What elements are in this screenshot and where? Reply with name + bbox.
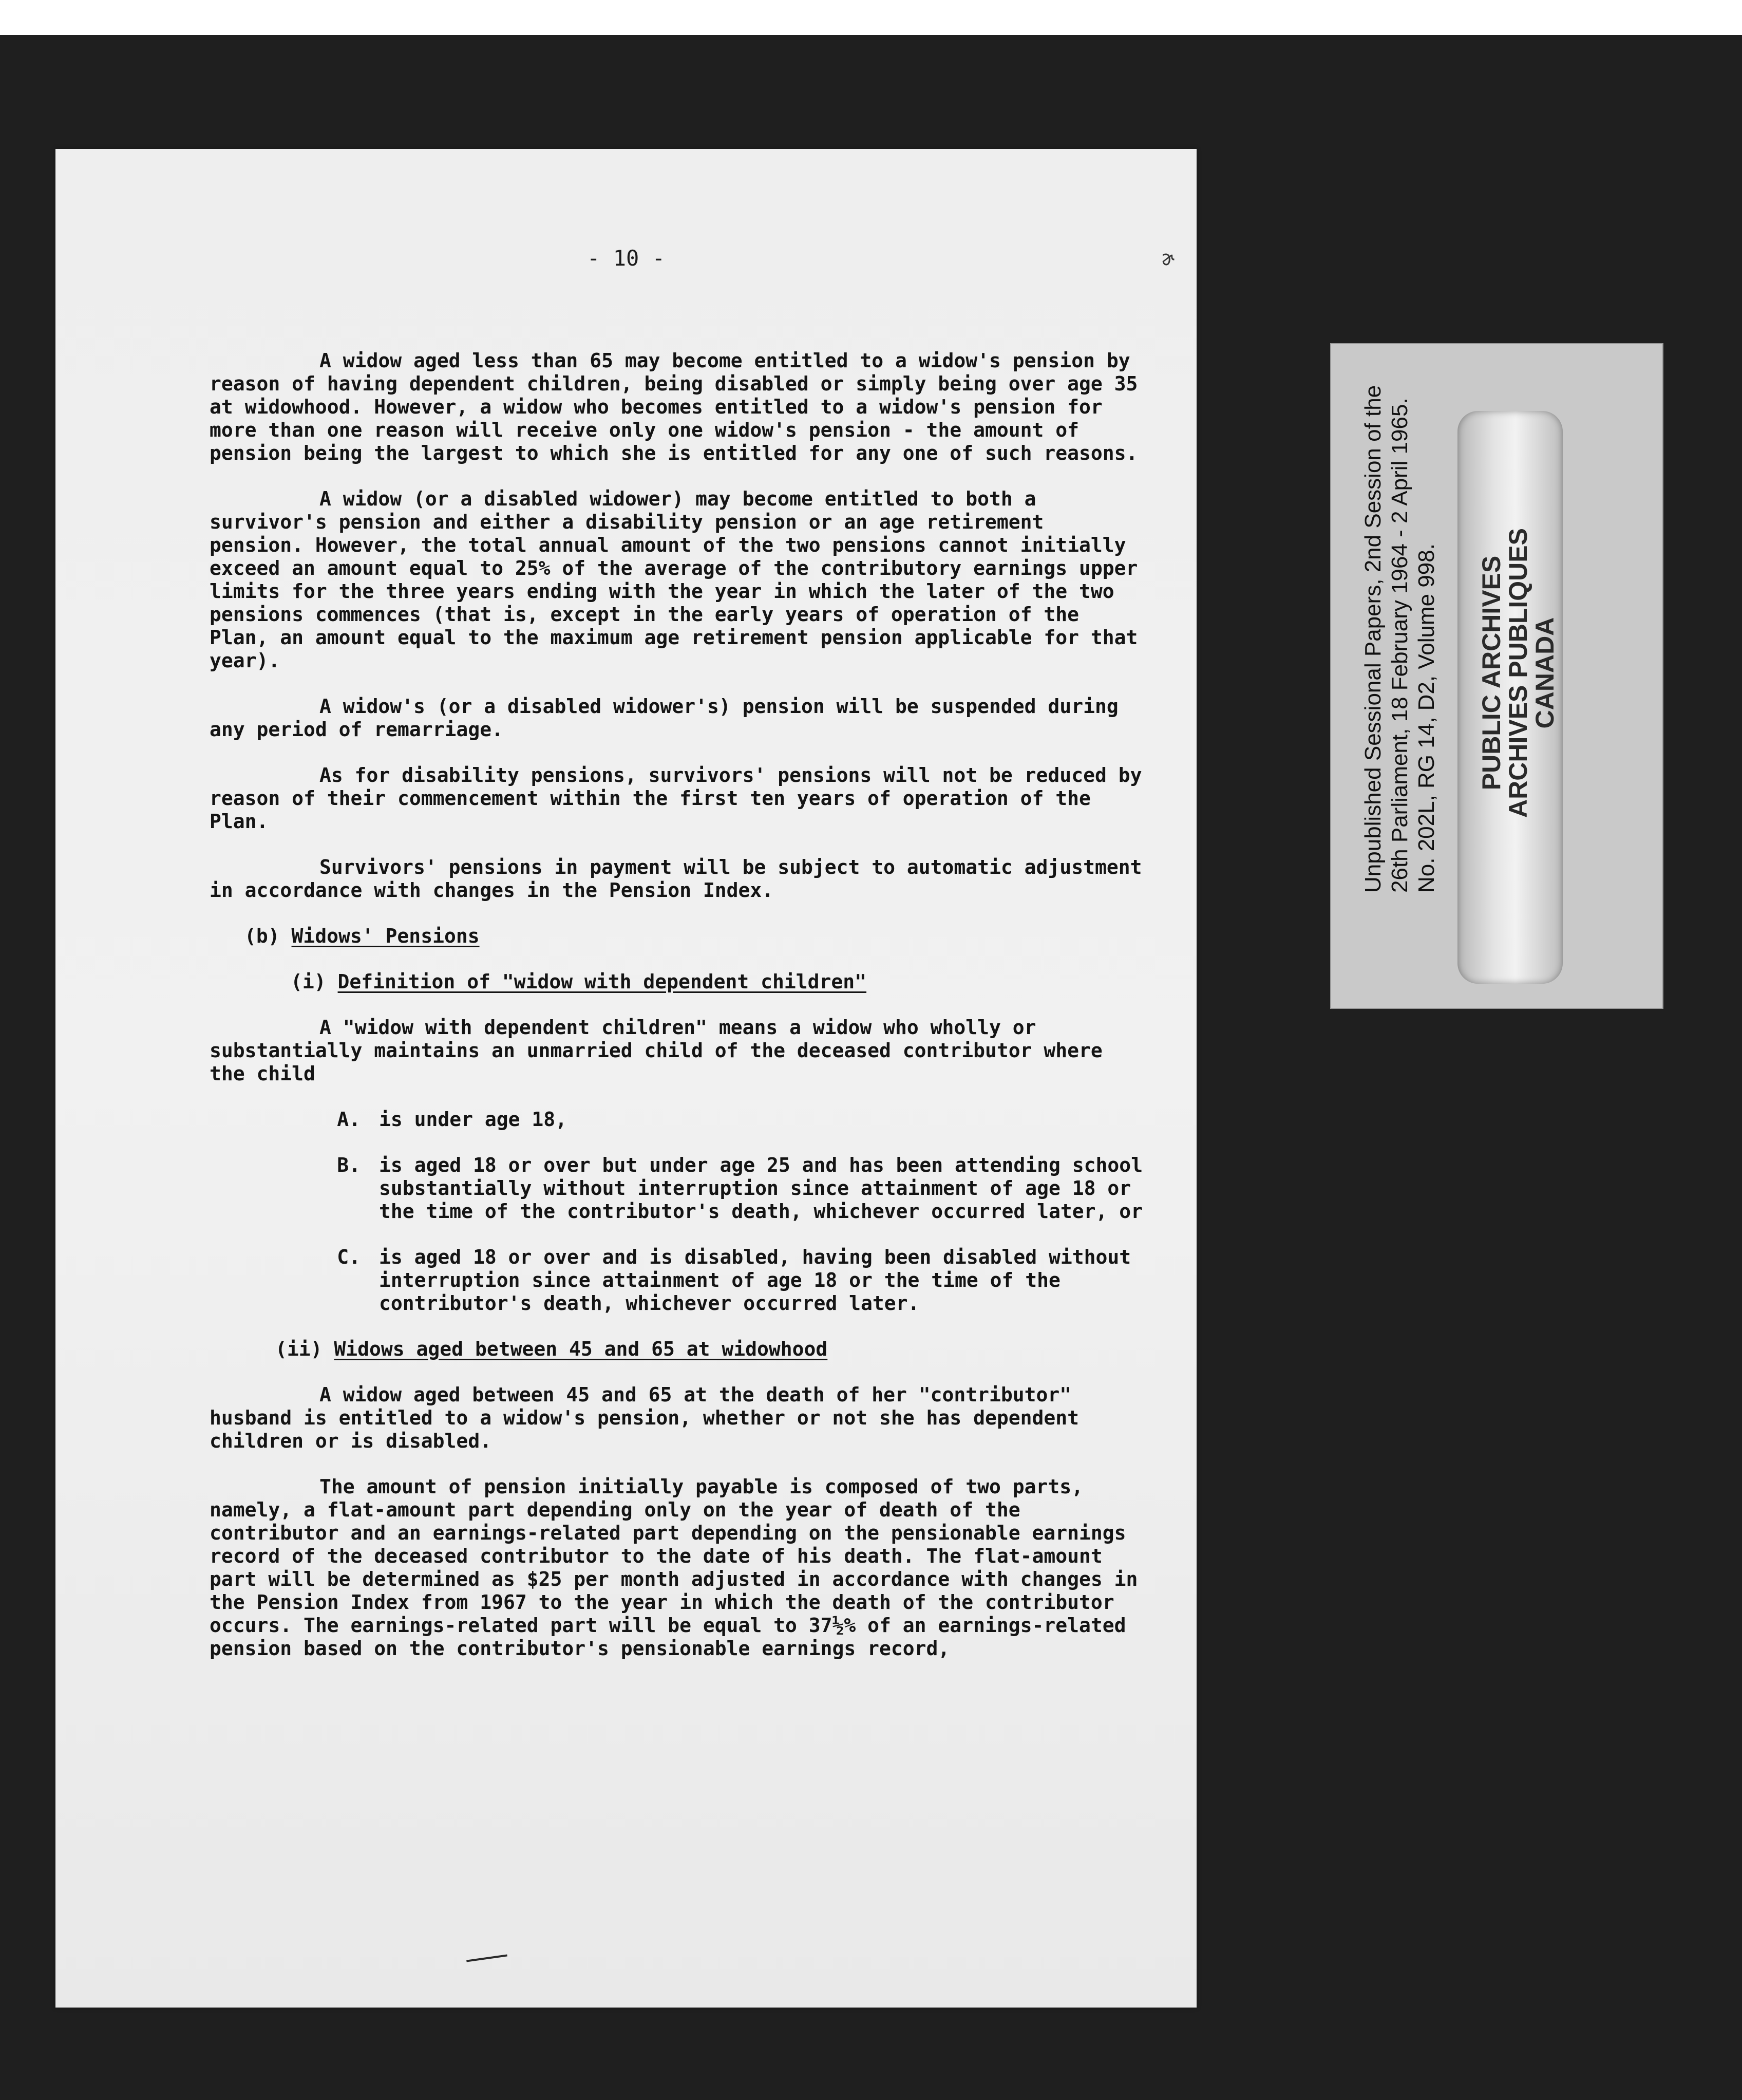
list-item-text: is aged 18 or over but under age 25 and has been attending school substantially without interruption since attainment of age 18 or the time of the contributor's death, whichever occurred later, or — [379, 1154, 1143, 1223]
page-number: - 10 - — [587, 246, 665, 271]
section-heading-b — [210, 925, 1149, 948]
list-item-text: is aged 18 or over and is disabled, having been disabled without interruption since attainment of age 18 or the time of the contributor's death, whichever occurred later. — [379, 1246, 1131, 1315]
list-item-label: A. — [337, 1108, 361, 1131]
stray-mark: ɚ — [1162, 247, 1175, 270]
document-body — [210, 349, 1149, 1660]
section-title: Widows' Pensions — [291, 925, 480, 947]
list-item-text: is under age 18, — [379, 1108, 567, 1131]
paragraph: A widow aged between 45 and 65 at the death of her "contributor" husband is entitled to a widow's pension, whether or not she has dependent children or is disabled. — [210, 1383, 1079, 1452]
paragraph: A widow aged less than 65 may become entitled to a widow's pension by reason of having dependent children, being disabled or simply being over age 35 at widowhood. However, a widow who becomes entitled to a widow's pension for more than one reason will receive only one widow's pension - the amount of pension being the largest to which she is entitled for any one of such reasons. — [210, 349, 1138, 464]
caption-line: No. 202L, RG 14, D2, Volume 998. — [1414, 543, 1439, 893]
condition-list — [210, 1108, 1149, 1315]
stamp-line: PUBLIC ARCHIVES — [1477, 555, 1506, 791]
caption-line: Unpublished Sessional Papers, 2nd Session of the — [1360, 385, 1386, 893]
section-title: Widows aged between 45 and 65 at widowhood — [334, 1338, 828, 1360]
section-label: (i) — [291, 970, 326, 993]
stamp-line: ARCHIVES PUBLIQUES — [1504, 528, 1532, 818]
section-heading-i — [210, 970, 1149, 993]
archive-caption — [1360, 385, 1440, 893]
section-label: (ii) — [275, 1338, 323, 1360]
stray-mark — [466, 1954, 507, 1962]
list-item-label: B. — [337, 1154, 361, 1176]
document-page — [55, 149, 1197, 2008]
paragraph: As for disability pensions, survivors' pensions will not be reduced by reason of their commencement within the first ten years of operation of the Plan. — [210, 764, 1142, 833]
caption-line: 26th Parliament, 18 February 1964 - 2 April 1965. — [1387, 398, 1412, 893]
paragraph: Survivors' pensions in payment will be subject to automatic adjustment in accordance with changes in the Pension Index. — [210, 856, 1142, 902]
archives-stamp-text — [1478, 519, 1558, 827]
stamp-line: CANADA — [1530, 617, 1559, 729]
section-label: (b) — [244, 925, 280, 947]
list-item — [210, 1154, 1149, 1223]
list-item — [210, 1108, 1149, 1131]
list-item — [210, 1246, 1149, 1315]
section-heading-ii — [210, 1338, 1149, 1361]
paragraph: A widow (or a disabled widower) may become entitled to both a survivor's pension and either a disability pension or an age retirement pension. However, the total annual amount of the two pensions cannot initially exceed an amount equal to 25% of the average of the contributory earnings upper limits for the three years ending with the year in which the later of the two pensions commences (that is, except in the early years of operation of the Plan, an amount equal to the maximum age retirement pension applicable for that year). — [210, 488, 1138, 672]
paragraph: A widow's (or a disabled widower's) pension will be suspended during any period of remarriage. — [210, 695, 1119, 741]
paragraph: The amount of pension initially payable is composed of two parts, namely, a flat-amount part depending only on the year of death of the contributor and an earnings-related part depending on the pensionable earnings record of the deceased contributor to the date of his death. The flat-amount part will be determined as $25 per month adjusted in accordance with changes in the Pension Index from 1967 to the year in which the death of the contributor occurs. The earnings-related part will be equal to 37½% of an earnings-related pension based on the contributor's pensionable earnings record, — [210, 1475, 1138, 1660]
list-item-label: C. — [337, 1246, 361, 1268]
section-title: Definition of "widow with dependent children" — [337, 970, 867, 993]
paragraph: A "widow with dependent children" means a widow who wholly or substantially maintains an unmarried child of the deceased contributor where the child — [210, 1016, 1103, 1085]
